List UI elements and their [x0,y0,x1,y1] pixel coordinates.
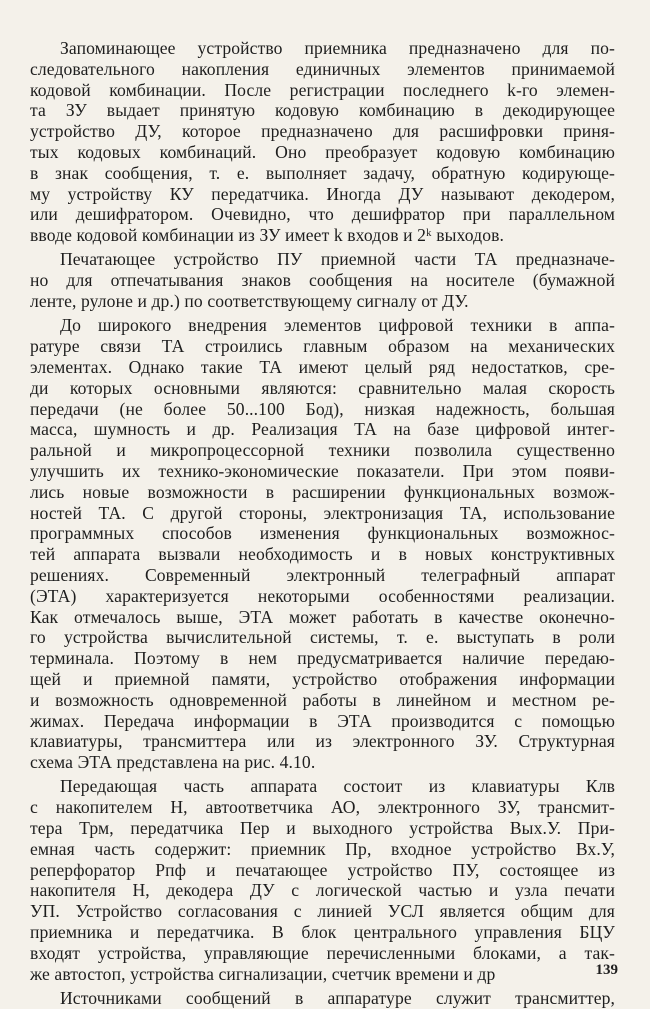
text-line: ди которых основными являются: сравнительно малая скорость [30,377,615,398]
text-line: кодовой комбинации. После регистрации последнего k-го элемен- [30,79,615,100]
text-line: тей аппарата вызвали необходимость и в новых конструктивных [30,544,615,565]
text-line: ральной и микропроцессорной техники позволила существенно [30,440,615,461]
text-line: и возможность одновременной работы в линейном и местном ре- [30,689,615,710]
text-line: улучшить их технико-экономические показатели. При этом появи- [30,460,615,481]
text-line: лись новые возможности в расширении функциональных возмож- [30,481,615,502]
text-line: жимах. Передача информации в ЭТА производится с помощью [30,710,615,731]
page-number: 139 [595,962,618,978]
text-line: ленте, рулоне и др.) по соответствующему сигналу от ДУ. [30,291,469,312]
paragraph-1 [30,38,615,246]
text-line: ностей ТА. С другой стороны, электронизация ТА, использование [30,502,615,523]
text-line: (ЭТА) характеризуется некоторыми особенностями реализации. [30,585,615,606]
text-line: Передающая часть аппарата состоит из клавиатуры Клв [60,776,615,797]
text-line: или дешифратором. Очевидно, что дешифратор при параллельном [30,204,615,225]
text-line: реперфоратор Рпф и печатающее устройство ПУ, состоящее из [30,859,615,880]
text-line: Как отмечалось выше, ЭТА может работать в качестве оконечно- [30,606,615,627]
text-line: Печатающее устройство ПУ приемной части ТА предназначе- [60,249,615,270]
text-line: та ЗУ выдает принятую кодовую комбинацию в декодирующее [30,100,615,121]
text-line: му устройству КУ передатчика. Иногда ДУ называют декодером, [30,183,615,204]
text-line: До широкого внедрения элементов цифровой техники в аппа- [60,315,615,336]
page-text [30,38,615,1009]
text-line: но для отпечатывания знаков сообщения на носителе (бумажной [30,270,615,291]
text-line: Источниками сообщений в аппаратуре служит трансмиттер, [60,987,615,1008]
text-line: решениях. Современный электронный телеграфный аппарат [30,564,615,585]
text-line: тых кодовых комбинаций. Оно преобразует кодовую комбинацию [30,141,615,162]
text-line: устройство ДУ, которое предназначено для расшифровки приня- [30,121,615,142]
paragraph-3 [30,315,615,773]
text-line: терминала. Поэтому в нем предусматривается наличие передаю- [30,648,615,669]
text-line: тера Трм, передатчика Пер и выходного устройства Вых.У. При- [30,817,615,838]
text-line: схема ЭТА представлена на рис. 4.10. [30,752,316,773]
text-line: с накопителем Н, автоответчика АО, электронного ЗУ, трансмит- [30,797,615,818]
text-line: го устройства вычислительной системы, т. е. выступать в роли [30,627,615,648]
text-line: вводе кодовой комбинации из ЗУ имеет k входов и 2ᵏ выходов. [30,225,504,246]
text-line: щей и приемной памяти, устройство отображения информации [30,668,615,689]
paragraph-2 [30,249,615,311]
text-line: в знак сообщения, т. е. выполняет задачу, обратную кодирующе- [30,162,615,183]
text-line: емная часть содержит: приемник Пр, входное устройство Вх.У, [30,838,615,859]
text-line: передачи (не более 50...100 Бод), низкая надежность, большая [30,398,615,419]
text-line: программных способов изменения функциональных возможнос- [30,523,615,544]
paragraph-5 [30,988,615,1009]
text-line: входят устройства, управляющие перечисленными блоками, а так- [30,942,615,963]
text-line: масса, шумность и др. Реализация ТА на базе цифровой интег- [30,419,615,440]
text-line: же автостоп, устройства сигнализации, счетчик времени и др [30,963,496,984]
text-line: Запоминающее устройство приемника предназначено для по- [60,38,615,58]
text-line: накопителя Н, декодера ДУ с логической частью и узла печати [30,880,615,901]
text-line: клавиатуры, трансмиттера или из электронного ЗУ. Структурная [30,731,615,752]
paragraph-4 [30,776,615,984]
text-line: элементах. Однако такие ТА имеют целый ряд недостатков, сре- [30,356,615,377]
text-line: ратуре связи ТА строились главным образом на механических [30,336,615,357]
text-line: приемника и передатчика. В блок центрального управления БЦУ [30,921,615,942]
text-line: следовательного накопления единичных элементов принимаемой [30,58,615,79]
text-line: УП. Устройство согласования с линией УСЛ является общим для [30,901,615,922]
